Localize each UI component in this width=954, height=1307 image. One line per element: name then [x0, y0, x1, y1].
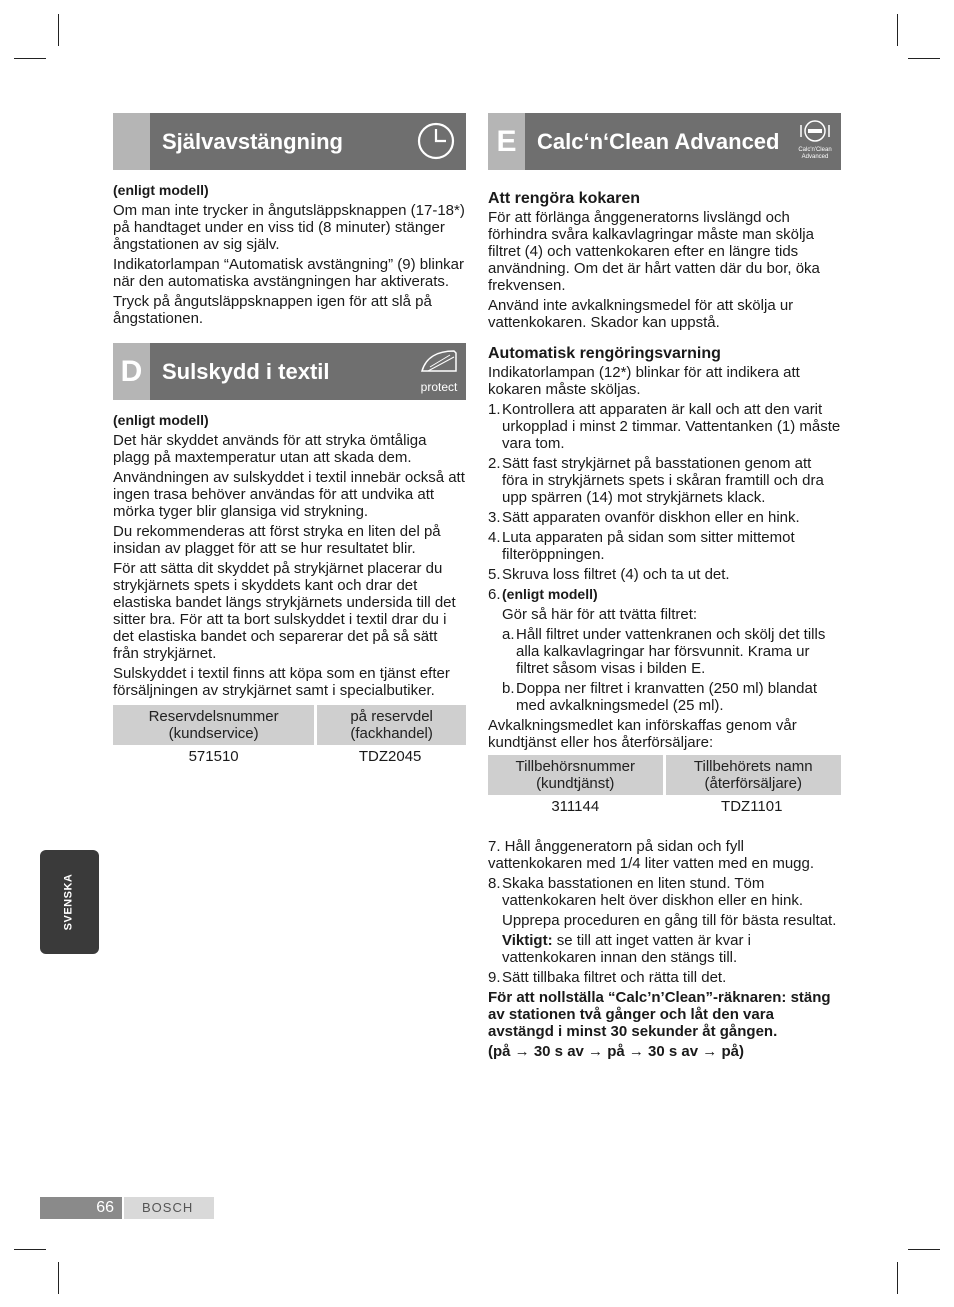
list-item — [488, 455, 841, 506]
table-header: på reservdel (fackhandel) — [314, 705, 466, 745]
left-column — [113, 113, 466, 768]
table-cell: 571510 — [188, 748, 239, 765]
accessory-table — [488, 755, 841, 818]
crop-mark — [58, 14, 59, 46]
spare-part-table — [113, 705, 466, 768]
crop-mark — [58, 1262, 59, 1294]
table-header: Tillbehörets namn (återförsäljare) — [663, 755, 842, 795]
section-title: Sulskydd i textil — [162, 359, 330, 384]
right-column — [488, 113, 841, 1063]
paragraph: Om man inte trycker in ångutsläppsknappen (17-18*) på handtaget under en viss tid (8 minuter) stänger ångstationen av sig själv. — [113, 202, 465, 253]
section-header-auto-off — [113, 113, 466, 170]
step-text: (enligt modell) — [502, 586, 598, 602]
list-item — [488, 509, 841, 526]
paragraph: Indikatorlampan (12*) blinkar för att indikera att kokaren måste sköljas. — [488, 364, 800, 398]
protect-label: protect — [420, 380, 458, 394]
subheading: Automatisk rengöringsvarning — [488, 345, 721, 362]
step-number: 8. — [488, 875, 501, 892]
paragraph: Det här skyddet används för att stryka ömtåliga plagg på maxtemperatur utan att skada dem. — [113, 432, 427, 466]
subheading: Att rengöra kokaren — [488, 190, 641, 207]
crop-mark — [14, 58, 46, 59]
paragraph: Avkalkningsmedlet kan införskaffas genom vår kundtjänst eller hos återförsäljare: — [488, 717, 797, 751]
table-header: Reservdelsnummer (kundservice) — [113, 705, 314, 745]
list-item — [488, 566, 841, 583]
steps-list — [488, 875, 841, 909]
paragraph: Du rekommenderas att först stryka en liten del på insidan av plagget för att se hur resultatet blir. — [113, 523, 441, 557]
table-cell: TDZ1101 — [721, 798, 783, 815]
step-text: Sätt tillbaka filtret och rätta till det. — [502, 969, 727, 986]
section-title: Calc‘n‘Clean Advanced — [537, 129, 780, 154]
section-letter-blank — [113, 113, 150, 170]
reset-note: För att nollställa “Calc’n’Clean”-räknaren: stäng av stationen två gånger och låt den vara avstängd i minst 30 sekunder åt gången. — [488, 989, 831, 1040]
sub-step-text: Doppa ner filtret i kranvatten (250 ml) blandat med avkalkningsmedel (25 ml). — [516, 680, 817, 714]
list-item — [488, 529, 841, 563]
model-note: (enligt modell) — [113, 182, 209, 198]
sub-step-text: Håll filtret under vattenkranen och skölj det tills alla kalkavlagringar har försvunnit. Krama ur filtret såsom visas i bilden E. — [516, 626, 826, 677]
step-text: Luta apparaten på sidan som sitter mittemot filteröppningen. — [502, 529, 795, 563]
model-note: (enligt modell) — [113, 412, 209, 428]
important-note — [488, 932, 841, 966]
step-text: Kontrollera att apparaten är kall och att den varit urkopplad i minst 2 timmar. Vattentanken (1) måste vara tom. — [502, 401, 841, 452]
calcnclean-label: Advanced — [801, 154, 829, 160]
paragraph: Sulskyddet i textil finns att köpa som en tjänst efter försäljningen av strykjärnet samt i specialbutiker. — [113, 665, 450, 699]
list-item — [488, 969, 841, 986]
step-text: Skruva loss filtret (4) och ta ut det. — [502, 566, 730, 583]
paragraph: Indikatorlampan “Automatisk avstängning” (9) blinkar när den automatiska avstängningen har aktiverats. — [113, 256, 464, 290]
section-header-d — [113, 343, 466, 400]
steps-list — [488, 401, 841, 603]
step-number: 6. — [488, 586, 501, 603]
step-number: 3. — [488, 509, 501, 526]
reset-sequence: (på → 30 s av → på → 30 s av → på) — [488, 1043, 744, 1060]
paragraph: Upprepa proceduren en gång till för bästa resultat. — [502, 912, 837, 929]
crop-mark — [14, 1249, 46, 1250]
section-header-e — [488, 113, 841, 170]
important-text: se till att inget vatten är kvar i vattenkokaren innan den stängs till. — [502, 932, 751, 966]
step-number: 2. — [488, 455, 501, 472]
list-item — [488, 586, 841, 603]
step-text: Skaka basstationen en liten stund. Töm vattenkokaren helt över diskhon eller en hink. — [502, 875, 804, 909]
step-number: 1. — [488, 401, 501, 418]
crop-mark — [897, 14, 898, 46]
language-label: SVENSKA — [62, 873, 75, 931]
language-tab — [40, 850, 99, 954]
step-number: 5. — [488, 566, 501, 583]
brand-label: BOSCH — [124, 1197, 214, 1219]
table-cell: 311144 — [551, 798, 600, 815]
sub-step — [488, 626, 841, 677]
step-text: Sätt apparaten ovanför diskhon eller en hink. — [502, 509, 800, 526]
crop-mark — [908, 1249, 940, 1250]
sub-step — [488, 680, 841, 714]
crop-mark — [908, 58, 940, 59]
clock-icon — [414, 119, 458, 167]
page-number: 66 — [40, 1197, 122, 1219]
paragraph: För att förlänga ånggeneratorns livslängd och förhindra svåra kalkavlagringar måste man skölja filtret (4) och vattenkokaren efter en längre tids användning. Om det är hårt vatten där du bor, öka frekvensen. — [488, 209, 820, 294]
table-cell: TDZ2045 — [358, 748, 422, 765]
step-7: 7. Håll ånggeneratorn på sidan och fyll vattenkokaren med 1/4 liter vatten med en mugg. — [488, 838, 815, 872]
step-text: Sätt fast strykjärnet på basstationen genom att föra in strykjärnets spets i skåran framtill och dra upp spärren (14) mot strykjärnets klack. — [502, 455, 824, 506]
paragraph: Använd inte avkalkningsmedel för att skölja ur vattenkokaren. Skador kan uppstå. — [488, 297, 794, 331]
table-row — [488, 795, 841, 818]
sub-step-label: a. — [502, 626, 515, 643]
section-letter: E — [488, 113, 525, 170]
table-row — [113, 745, 466, 768]
step-number: 4. — [488, 529, 501, 546]
paragraph: För att sätta dit skyddet på strykjärnet placerar du strykjärnets spets i skyddets kant och drar det elastiska bandet längs strykjärnets undersida till det sitter bra. För att ta bort sulskyddet i textil drar du i det elastiska bandet och separerar det på så sätt från strykjärnet. — [113, 560, 456, 662]
paragraph: Tryck på ångutsläppsknappen igen för att slå på ångstationen. — [113, 293, 432, 327]
list-item — [488, 401, 841, 452]
section-letter: D — [113, 343, 150, 400]
sub-step-label: b. — [502, 680, 515, 697]
paragraph: Användningen av sulskyddet i textil innebär också att ingen trasa behöver användas för att undvika att mörka tyger blir glansiga vid strykning. — [113, 469, 465, 520]
section-title: Självavstängning — [162, 129, 343, 154]
crop-mark — [897, 1262, 898, 1294]
calcnclean-icon — [795, 119, 835, 161]
page-footer — [40, 1197, 214, 1219]
steps-list — [488, 969, 841, 986]
calcnclean-label: Calc'n'Clean — [798, 147, 832, 153]
step-intro: Gör så här för att tvätta filtret: — [502, 606, 698, 623]
iron-protect-icon — [416, 347, 462, 393]
table-header: Tillbehörsnummer (kundtjänst) — [488, 755, 663, 795]
list-item — [488, 875, 841, 909]
step-number: 9. — [488, 969, 501, 986]
important-label: Viktigt: — [502, 932, 553, 949]
